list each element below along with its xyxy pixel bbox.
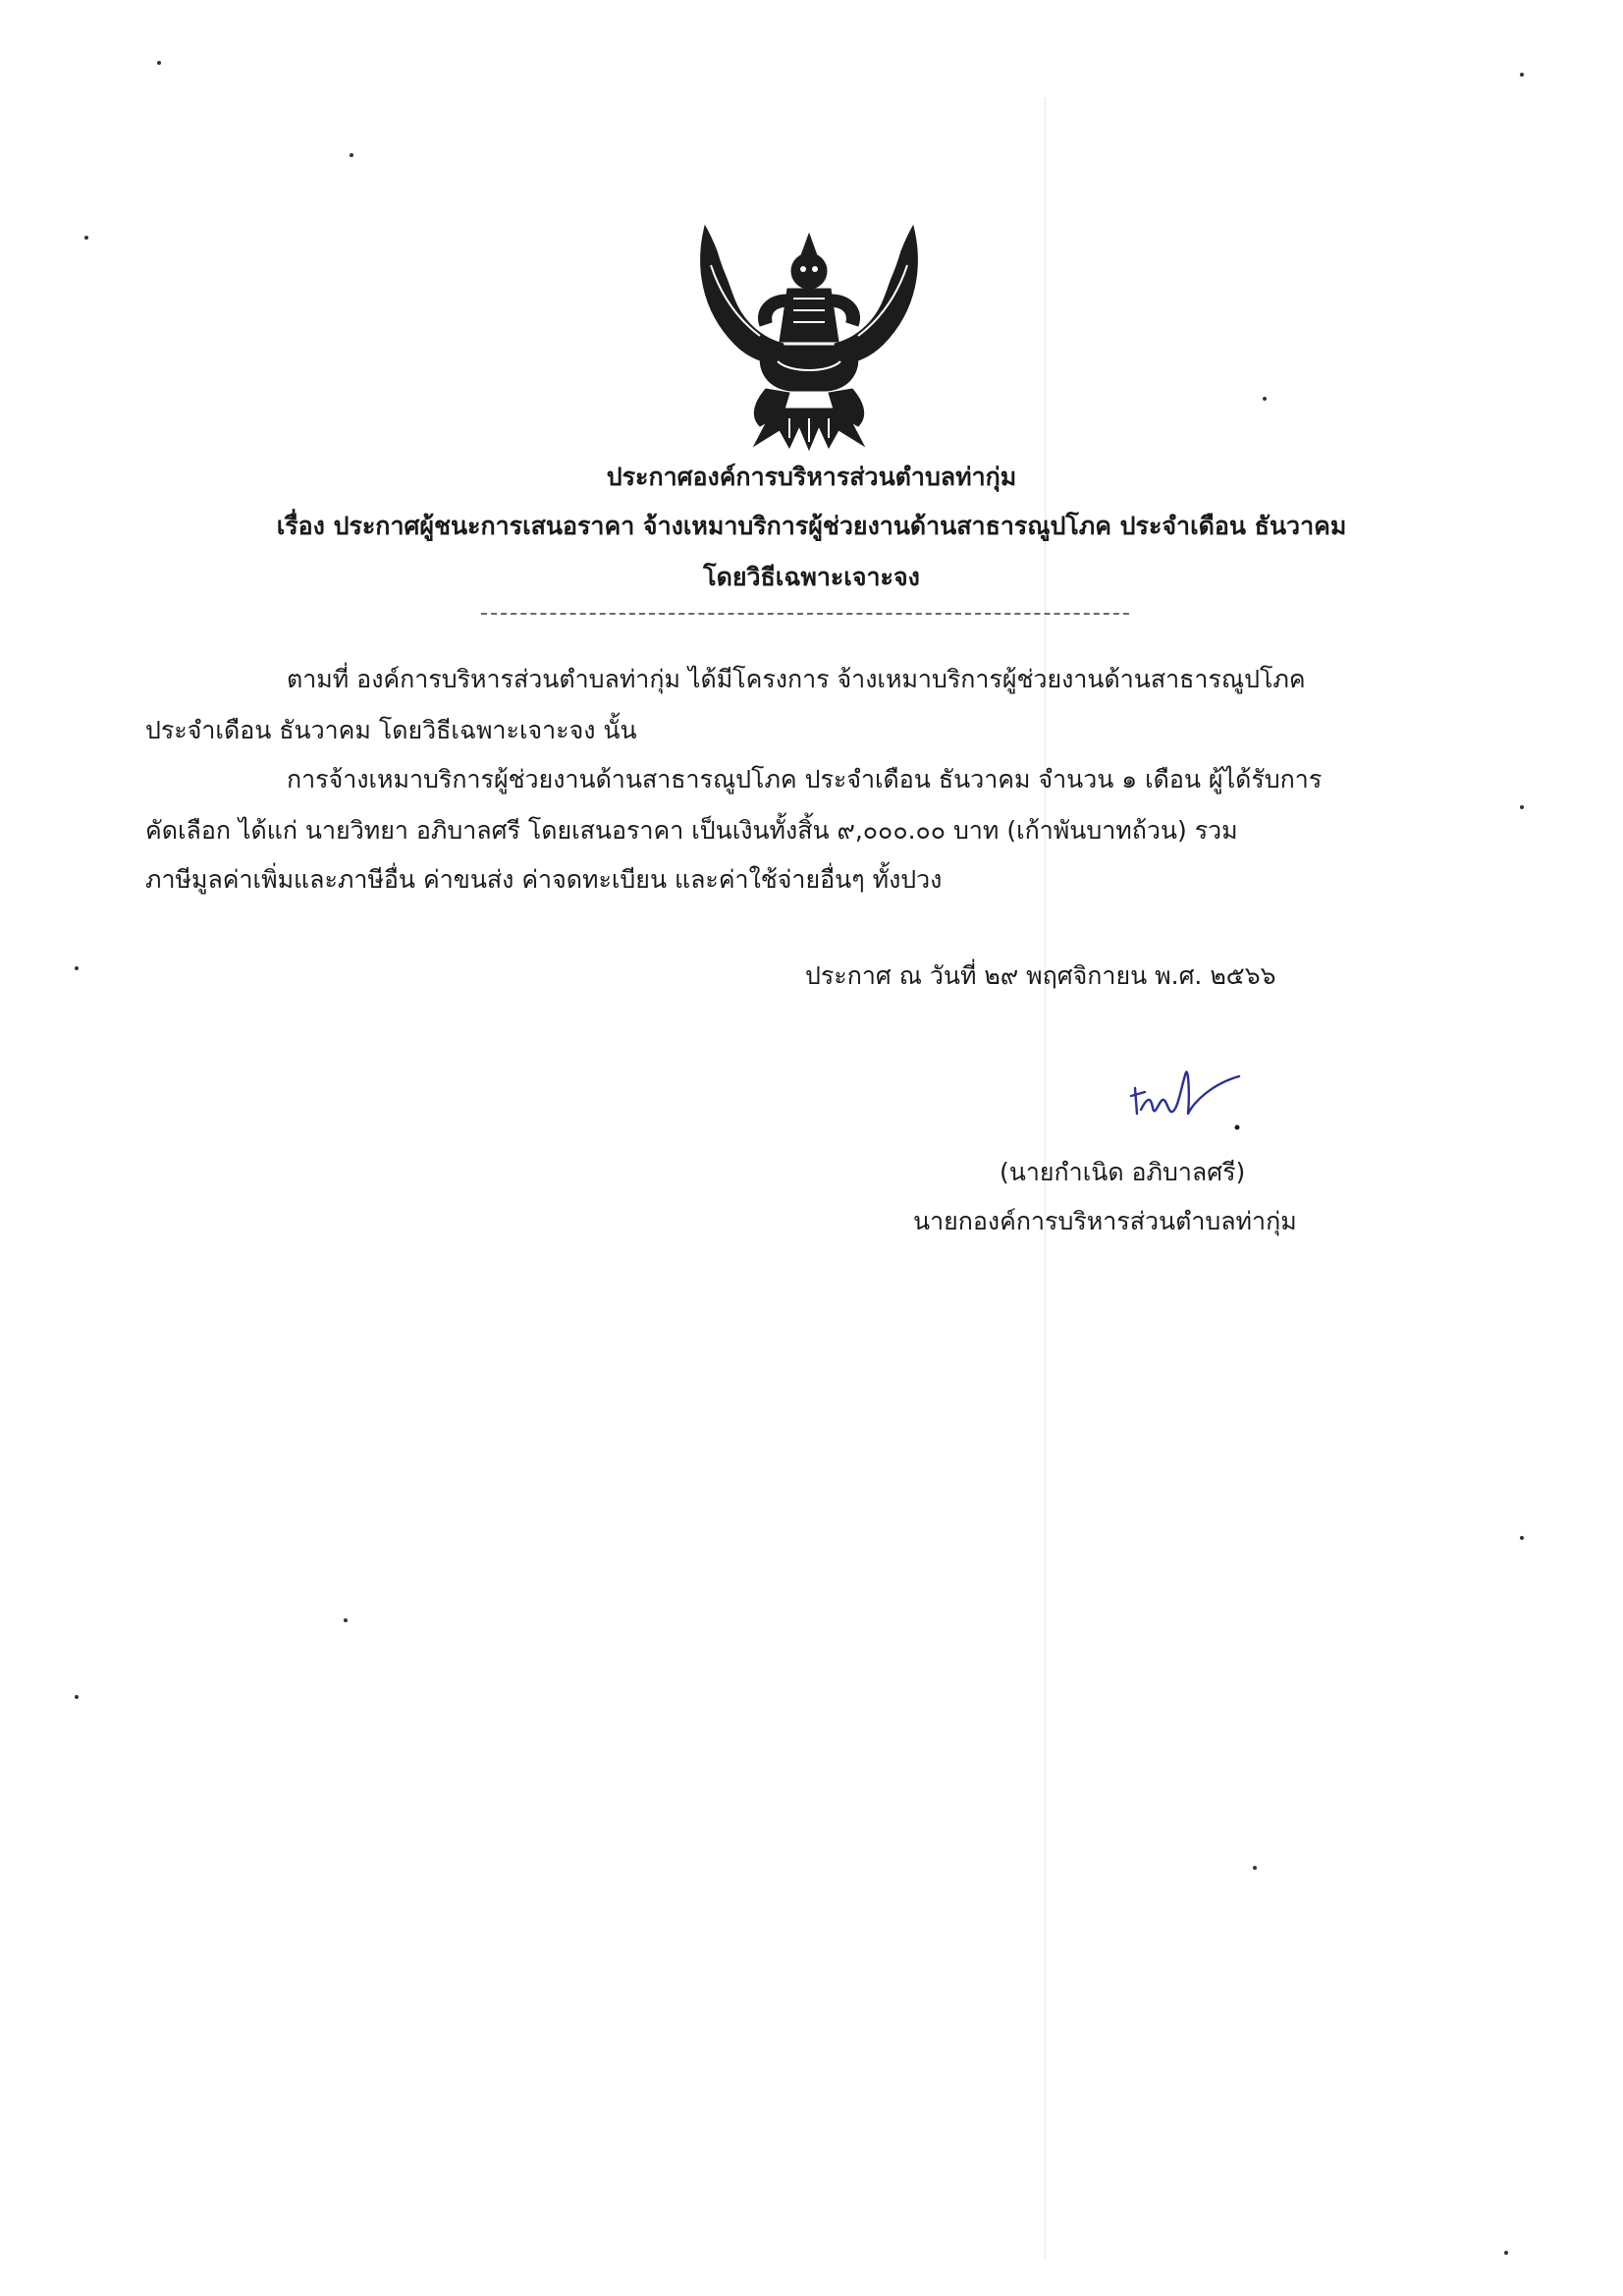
paragraph-1-line-2: ประจำเดือน ธันวาคม โดยวิธีเฉพาะเจาะจง นั้น <box>145 716 637 744</box>
header-divider <box>481 613 1129 615</box>
announcement-date: ประกาศ ณ วันที่ ๒๙ พฤศจิกายน พ.ศ. ๒๕๖๖ <box>805 961 1276 990</box>
signer-title: นายกองค์การบริหารส่วนตำบลท่ากุ่ม <box>913 1207 1297 1235</box>
scan-speck <box>84 236 88 240</box>
scan-speck <box>350 153 353 157</box>
scan-speck <box>1504 2251 1508 2255</box>
scan-speck <box>1263 397 1267 401</box>
paragraph-2-line-3: ภาษีมูลค่าเพิ่มและภาษีอื่น ค่าขนส่ง ค่าจดทะเบียน และค่าใช้จ่ายอื่นๆ ทั้งปวง <box>145 865 943 894</box>
signer-name: (นายกำเนิด อภิบาลศรี) <box>1000 1158 1246 1186</box>
scan-speck <box>75 966 79 970</box>
announcement-method: โดยวิธีเฉพาะเจาะจง <box>703 563 920 591</box>
scan-speck <box>75 1695 79 1699</box>
signature-icon <box>1129 1063 1243 1131</box>
announcement-subject: เรื่อง ประกาศผู้ชนะการเสนอราคา จ้างเหมาบริการผู้ช่วยงานด้านสาธารณูปโภค ประจำเดือน ธันวาคม <box>276 512 1347 540</box>
garuda-emblem-icon <box>695 216 923 452</box>
paragraph-2-line-1: การจ้างเหมาบริการผู้ช่วยงานด้านสาธารณูปโภค ประจำเดือน ธันวาคม จำนวน ๑ เดือน ผู้ได้รับการ <box>287 765 1323 793</box>
scan-speck <box>1520 1536 1524 1540</box>
scan-speck <box>1520 805 1524 809</box>
scan-speck <box>1520 73 1524 77</box>
scan-speck <box>344 1618 348 1622</box>
scan-speck <box>157 61 161 65</box>
scan-speck <box>1253 1866 1257 1870</box>
paragraph-2-line-2: คัดเลือก ได้แก่ นายวิทยา อภิบาลศรี โดยเสนอราคา เป็นเงินทั้งสิ้น ๙,๐๐๐.๐๐ บาท (เก้าพันบาทถ้วน) รวม <box>145 816 1238 845</box>
paragraph-1-line-1: ตามที่ องค์การบริหารส่วนตำบลท่ากุ่ม ได้มีโครงการ จ้างเหมาบริการผู้ช่วยงานด้านสาธารณูปโภค <box>287 665 1306 693</box>
announcement-heading: ประกาศองค์การบริหารส่วนตำบลท่ากุ่ม <box>606 463 1017 491</box>
